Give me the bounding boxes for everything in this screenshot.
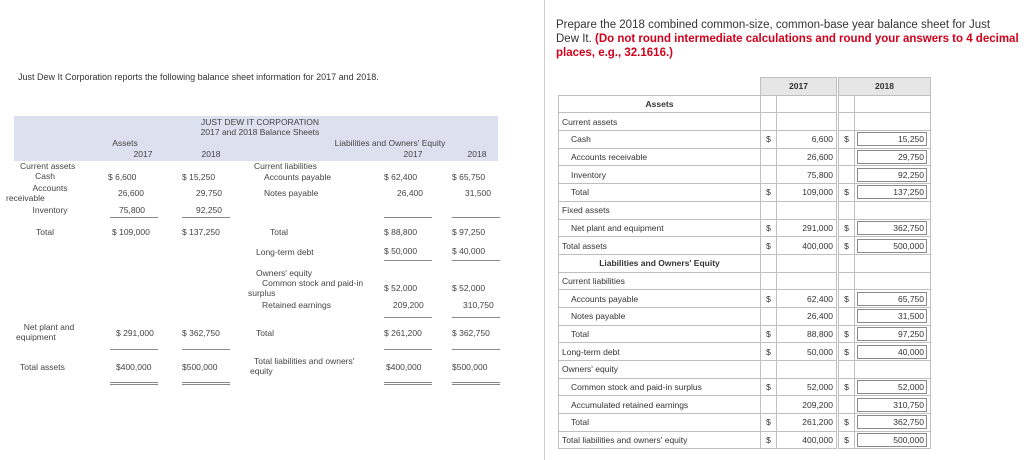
npe-label: Net plant and equipment: [559, 219, 761, 237]
inventory-label: Inventory: [559, 166, 761, 184]
dollar-sign: $: [839, 343, 855, 361]
prompt-line-2a: Dew It.: [556, 33, 595, 45]
table-row: [559, 307, 931, 325]
tcl-2018: $ 97,250: [452, 227, 486, 237]
assets-heading: Assets: [112, 138, 138, 148]
dollar-sign: $: [761, 131, 777, 149]
np-2018: 31,500: [465, 188, 491, 198]
total-current-liabilities-label: Total: [270, 227, 288, 237]
tcl-2018-input[interactable]: [857, 327, 927, 341]
total-equity-label: Total: [256, 328, 274, 338]
inventory-label: Inventory: [32, 205, 68, 215]
rule: [452, 260, 500, 261]
dollar-sign: $: [761, 325, 777, 343]
year-2018-liab: 2018: [467, 149, 487, 159]
table-row: [559, 378, 931, 396]
cs-2018-input[interactable]: [857, 380, 927, 394]
inventory-2018-input[interactable]: [857, 168, 927, 182]
dollar-sign: $: [839, 325, 855, 343]
tloe-2018-input[interactable]: [857, 433, 927, 447]
double-rule: [384, 382, 432, 385]
tcl-2017-value: 88,800: [777, 325, 837, 343]
fixed-assets-label: Fixed assets: [559, 201, 761, 219]
re-label: Retained earnings: [262, 300, 331, 310]
balance-sheet-subtitle: 2017 and 2018 Balance Sheets: [200, 127, 320, 137]
ltd-label: Long-term debt: [256, 247, 314, 257]
company-name: JUST DEW IT CORPORATION: [200, 117, 320, 127]
current-assets-label: Current assets: [20, 161, 76, 171]
cash-2018: $ 15,250: [182, 172, 216, 182]
tcl-2017: $ 88,800: [384, 227, 418, 237]
ltd-2018-input[interactable]: [857, 345, 927, 359]
assets-section-label: Assets: [559, 95, 761, 113]
ta-2018-input[interactable]: [857, 239, 927, 253]
rule: [384, 217, 432, 218]
dollar-sign: $: [839, 414, 855, 432]
total-current-assets-label: Total: [36, 227, 54, 237]
table-row: [559, 113, 931, 131]
dollar-sign: $: [761, 219, 777, 237]
dollar-sign: $: [839, 431, 855, 449]
table-row: [559, 254, 931, 272]
owners-equity-label: Owners' equity: [256, 268, 312, 278]
ltd-label: Long-term debt: [559, 343, 761, 361]
tloe-2017: $400,000: [386, 362, 422, 372]
year-2017-liab: 2017: [403, 149, 423, 159]
retained-earnings-label: Accumulated retained earnings: [559, 396, 761, 414]
table-row: [559, 396, 931, 414]
dollar-sign: $: [839, 290, 855, 308]
ltd-2017-value: 50,000: [777, 343, 837, 361]
table-row: [559, 272, 931, 290]
rule: [182, 217, 230, 218]
tloe-label-line2: equity: [250, 366, 273, 376]
table-row: [559, 431, 931, 449]
table-row: [559, 290, 931, 308]
rule: [110, 217, 158, 218]
npe-2017-value: 291,000: [777, 219, 837, 237]
question-prompt: [556, 18, 1024, 60]
tca-2018: $ 137,250: [182, 227, 220, 237]
dollar-sign: $: [839, 219, 855, 237]
total-assets-label: Total assets: [20, 362, 65, 372]
table-row: [559, 343, 931, 361]
rule: [182, 349, 230, 350]
ar-label-line2: receivable: [6, 193, 45, 203]
year-2018-assets: 2018: [201, 149, 221, 159]
dollar-sign: $: [761, 431, 777, 449]
np-label: Notes payable: [264, 188, 319, 198]
npe-2017: $ 291,000: [116, 328, 154, 338]
rule: [452, 349, 500, 350]
double-rule: [110, 382, 158, 385]
loe-section-label: Liabilities and Owners' Equity: [559, 254, 761, 272]
intro-text: Just Dew It Corporation reports the following balance sheet information for 2017 and 2018.: [18, 72, 379, 82]
total-assets-label: Total assets: [559, 237, 761, 255]
ta-2017-value: 400,000: [777, 237, 837, 255]
total-current-assets-label: Total: [559, 184, 761, 202]
total-current-liabilities-label: Total: [559, 325, 761, 343]
dollar-sign: $: [839, 237, 855, 255]
dollar-sign: $: [761, 184, 777, 202]
tca-2017: $ 109,000: [112, 227, 150, 237]
npe-2018-input[interactable]: [857, 221, 927, 235]
np-2018-input[interactable]: [857, 309, 927, 323]
ltd-2017: $ 50,000: [384, 246, 418, 256]
year-2017-assets: 2017: [133, 149, 153, 159]
toe-2017: $ 261,200: [384, 328, 422, 338]
dollar-sign: $: [761, 414, 777, 432]
tloe-label: Total liabilities and owners' equity: [559, 431, 761, 449]
table-row: [559, 237, 931, 255]
cs-2018: $ 52,000: [452, 283, 486, 293]
inventory-2017: 75,800: [119, 205, 145, 215]
toe-2018: $ 362,750: [452, 328, 490, 338]
double-rule: [452, 382, 500, 385]
cash-label: Cash: [559, 131, 761, 149]
ap-label: Accounts payable: [559, 290, 761, 308]
tloe-label-line1: Total liabilities and owners': [254, 356, 355, 366]
question-panel: [556, 0, 1024, 460]
header-blank: [559, 78, 761, 96]
ap-2017-value: 62,400: [777, 290, 837, 308]
current-assets-label: Current assets: [559, 113, 761, 131]
prompt-line-2: [556, 32, 1024, 46]
re-2017-value: 209,200: [777, 396, 837, 414]
column-2017-header: 2017: [761, 78, 837, 96]
dollar-sign: $: [761, 290, 777, 308]
double-rule: [182, 382, 230, 385]
dollar-sign: $: [761, 343, 777, 361]
rule: [384, 349, 432, 350]
ta-2017: $400,000: [116, 362, 152, 372]
toe-2018-input[interactable]: [857, 415, 927, 429]
ar-label: Accounts receivable: [559, 148, 761, 166]
table-row: [559, 184, 931, 202]
table-row: [559, 361, 931, 379]
cs-2017-value: 52,000: [777, 378, 837, 396]
current-liabilities-label: Current liabilities: [254, 161, 317, 171]
table-row: [559, 201, 931, 219]
np-2017-value: 26,400: [777, 307, 837, 325]
rule: [452, 317, 500, 318]
npe-2018: $ 362,750: [182, 328, 220, 338]
ar-2018: 29,750: [196, 188, 222, 198]
np-2017: 26,400: [397, 188, 423, 198]
ta-2018: $500,000: [182, 362, 218, 372]
ap-2018-input[interactable]: [857, 292, 927, 306]
table-row: [559, 166, 931, 184]
rule: [452, 217, 500, 218]
dollar-sign: $: [761, 378, 777, 396]
toe-2017-value: 261,200: [777, 414, 837, 432]
rule: [384, 260, 432, 261]
table-row: [559, 325, 931, 343]
np-label: Notes payable: [559, 307, 761, 325]
total-equity-label: Total: [559, 414, 761, 432]
table-row: [559, 95, 931, 113]
table-row: [559, 148, 931, 166]
inventory-2018: 92,250: [196, 205, 222, 215]
ap-2018: $ 65,750: [452, 172, 486, 182]
re-2018-input[interactable]: [857, 398, 927, 412]
ar-2018-input[interactable]: [857, 150, 927, 164]
ltd-2018: $ 40,000: [452, 246, 486, 256]
npe-label-line2: equipment: [16, 332, 56, 342]
rule: [110, 349, 158, 350]
cs-2017: $ 52,000: [384, 283, 418, 293]
rounding-instruction: (Do not round intermediate calculations and round your answers to 4 decimal: [594, 33, 1019, 45]
tca-2017-value: 109,000: [777, 184, 837, 202]
prompt-line-3: places, e.g., 32.1616.): [556, 47, 673, 59]
common-size-balance-sheet-table: [558, 77, 931, 449]
cash-2017-value: 6,600: [777, 131, 837, 149]
ap-label: Accounts payable: [264, 172, 332, 182]
prompt-line-1: Prepare the 2018 combined common-size, common-base year balance sheet for Just: [556, 19, 991, 31]
panel-divider: [544, 0, 545, 460]
re-2018: 310,750: [463, 300, 494, 310]
common-stock-label-line2: surplus: [248, 288, 276, 298]
cash-label: Cash: [35, 171, 55, 181]
ap-2017: $ 62,400: [384, 172, 418, 182]
inventory-2017-value: 75,800: [777, 166, 837, 184]
dollar-sign: $: [839, 131, 855, 149]
dollar-sign: $: [839, 378, 855, 396]
owners-equity-label: Owners' equity: [559, 361, 761, 379]
table-row: [559, 219, 931, 237]
table-row: [559, 414, 931, 432]
common-stock-label: Common stock and paid-in surplus: [559, 378, 761, 396]
tloe-2017-value: 400,000: [777, 431, 837, 449]
re-2017: 209,200: [393, 300, 424, 310]
dollar-sign: $: [761, 237, 777, 255]
current-liabilities-label: Current liabilities: [559, 272, 761, 290]
common-stock-label-line1: Common stock and paid-in: [262, 278, 364, 288]
ar-2017: 26,600: [118, 188, 144, 198]
liabilities-heading: Liabilities and Owners' Equity: [334, 138, 446, 148]
npe-label-line1: Net plant and: [23, 322, 75, 332]
ar-2017-value: 26,600: [777, 148, 837, 166]
table-row: [559, 131, 931, 149]
ar-label-line1: Accounts: [32, 183, 68, 193]
table-header-row: [559, 78, 931, 96]
dollar-sign: $: [839, 184, 855, 202]
cash-2018-input[interactable]: [857, 132, 927, 146]
tca-2018-input[interactable]: [857, 185, 927, 199]
cash-2017: $ 6,600: [108, 172, 137, 182]
tloe-2018: $500,000: [452, 362, 488, 372]
rule: [384, 317, 432, 318]
column-2018-header: 2018: [839, 78, 931, 96]
